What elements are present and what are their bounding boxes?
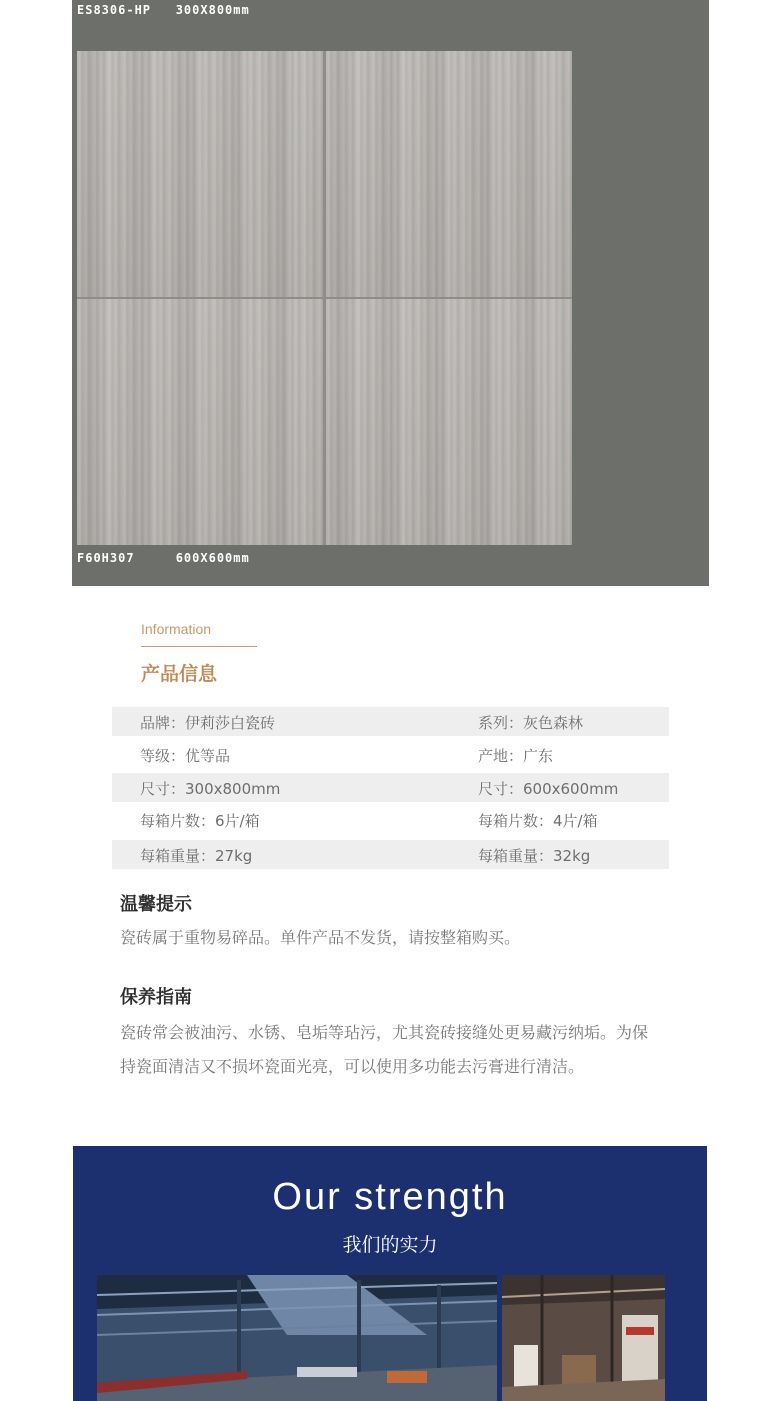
care-guide-heading: 保养指南: [120, 987, 192, 1008]
tile-layout-image: [77, 51, 572, 545]
factory-photo: [97, 1275, 497, 1401]
tile: [77, 299, 323, 545]
spec-row: [112, 773, 669, 802]
spec-row: [112, 805, 669, 836]
spec-size-b: 尺寸：600x600mm: [478, 780, 619, 798]
tile-showcase-panel: [72, 0, 709, 586]
top-product-code-label: ES8306-HP 300X800mm: [77, 3, 250, 17]
spec-row: [112, 740, 669, 769]
information-en-title: Information: [141, 621, 212, 637]
spec-row: [112, 840, 669, 869]
factory-hall-image: [97, 1275, 497, 1401]
care-guide-text: 瓷砖常会被油污、水锈、皂垢等玷污，尤其瓷砖接缝处更易藏污纳垢。为保持瓷面清洁又不损坏瓷面光亮，可以使用多功能去污膏进行清洁。: [120, 1023, 649, 1076]
spec-origin: 产地：广东: [478, 747, 554, 765]
spec-table: [112, 707, 669, 873]
tile: [77, 51, 323, 297]
spec-pieces-a: 每箱片数：6片/箱: [140, 812, 260, 830]
factory-machinery-image: [502, 1275, 665, 1401]
tile: [326, 299, 572, 545]
information-underline: [141, 646, 257, 647]
spec-series: 系列：灰色森林: [478, 714, 584, 732]
spec-row: [112, 707, 669, 736]
spec-pieces-b: 每箱片数：4片/箱: [478, 812, 598, 830]
tile: [326, 51, 572, 297]
spec-brand: 品牌：伊莉莎白瓷砖: [140, 714, 276, 732]
product-info-title: 产品信息: [141, 663, 218, 685]
bottom-product-code-label: F60H307 600X600mm: [77, 551, 250, 565]
tips-heading: 温馨提示: [120, 894, 192, 915]
strength-banner: [73, 1146, 707, 1401]
spec-size-a: 尺寸：300x800mm: [140, 780, 281, 798]
spec-weight-a: 每箱重量：27kg: [140, 847, 253, 865]
spec-grade: 等级：优等品: [140, 747, 231, 765]
tips-text: 瓷砖属于重物易碎品。单件产品不发货，请按整箱购买。: [120, 928, 521, 947]
strength-title: Our strength: [272, 1176, 508, 1218]
factory-photo: [502, 1275, 665, 1401]
strength-subtitle: 我们的实力: [342, 1234, 438, 1256]
spec-weight-b: 每箱重量：32kg: [478, 847, 591, 865]
